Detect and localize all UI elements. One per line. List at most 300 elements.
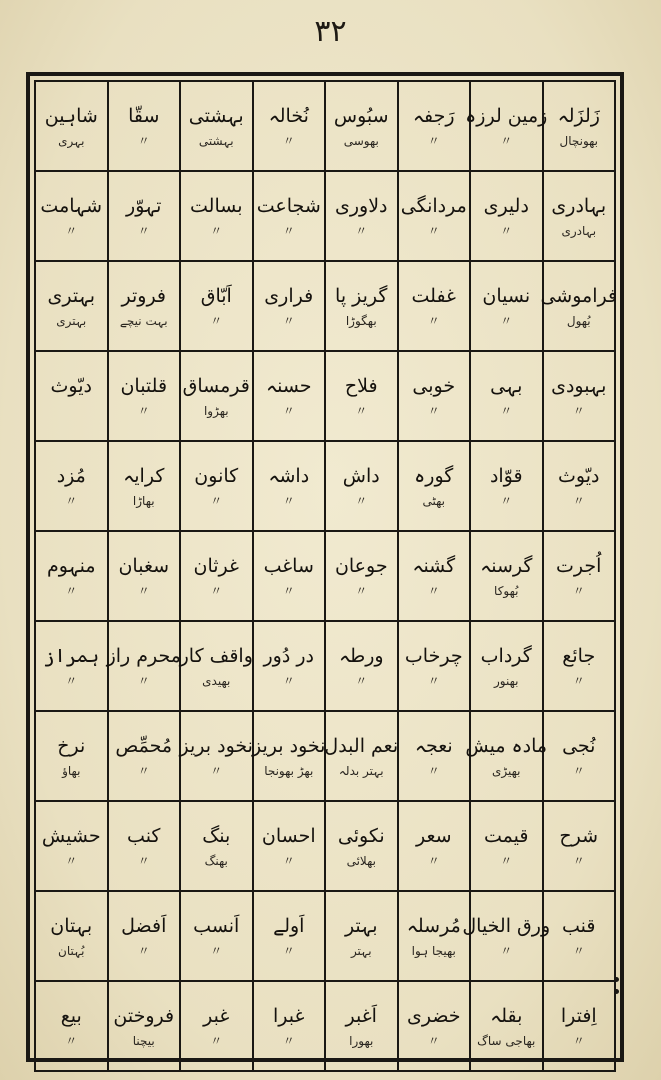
vocab-entry — [179, 624, 253, 708]
vocab-cell — [108, 891, 181, 981]
vocab-word: مُزد — [56, 465, 86, 487]
vocab-gloss: 〃 — [137, 944, 150, 958]
vocab-gloss: بُہتان — [58, 944, 85, 958]
vocab-entry — [256, 264, 323, 348]
vocab-entry — [328, 894, 395, 978]
vocab-entry — [465, 714, 548, 798]
vocab-cell — [325, 261, 398, 351]
vocab-entry — [38, 714, 105, 798]
vocab-gloss: بھورا — [349, 1034, 374, 1048]
table-row — [35, 531, 615, 621]
vocab-entry — [401, 894, 468, 978]
vocab-cell — [325, 981, 398, 1071]
vocab-gloss: 〃 — [282, 494, 295, 508]
vocab-word: شہامت — [40, 195, 103, 217]
vocab-gloss: 〃 — [210, 224, 223, 238]
table-row — [35, 621, 615, 711]
vocab-word: بیع — [60, 1005, 82, 1027]
vocab-cell — [325, 711, 398, 801]
vocab-entry — [328, 984, 395, 1068]
vocab-entry — [546, 444, 613, 528]
vocab-entry — [473, 804, 540, 888]
vocab-entry — [38, 354, 105, 438]
vocab-entry — [183, 804, 250, 888]
page-number: ۳۲ — [314, 14, 347, 49]
vocab-entry — [106, 624, 181, 708]
vocab-entry — [179, 714, 253, 798]
vocab-gloss: 〃 — [355, 584, 368, 598]
vocab-entry — [111, 984, 178, 1068]
vocab-word: گریز پا — [335, 285, 388, 307]
vocab-cell — [35, 801, 108, 891]
vocab-word: بنگ — [202, 825, 231, 847]
vocab-word: اَغبر — [345, 1005, 377, 1027]
vocab-entry — [328, 804, 395, 888]
vocab-entry — [401, 84, 468, 168]
vocab-entry — [401, 354, 468, 438]
vocab-cell — [398, 621, 471, 711]
vocab-word: گرداب — [480, 645, 532, 667]
table-row — [35, 981, 615, 1071]
vocab-gloss: 〃 — [355, 404, 368, 418]
vocab-gloss: 〃 — [210, 494, 223, 508]
vocab-word: غرثان — [193, 555, 239, 577]
vocab-cell — [253, 981, 326, 1071]
vocab-cell — [180, 81, 253, 171]
vocab-cell — [108, 441, 181, 531]
vocab-word: نعجہ — [414, 735, 453, 757]
vocab-word: بہی — [490, 375, 523, 397]
vocab-cell — [180, 441, 253, 531]
vocab-word: شجاعت — [256, 195, 321, 217]
vocab-word: اَولے — [273, 915, 305, 937]
vocab-word: سغبان — [118, 555, 170, 577]
vocab-cell — [180, 351, 253, 441]
vocab-entry — [256, 804, 323, 888]
vocab-gloss: بُھول — [566, 314, 591, 328]
vocab-word: نرخ — [57, 735, 86, 757]
vocab-entry — [473, 264, 540, 348]
vocab-gloss: بھگوڑا — [345, 314, 377, 328]
vocab-word: اَفضل — [121, 915, 167, 937]
vocab-gloss: 〃 — [500, 314, 513, 328]
vocab-word: مادہ میش — [465, 735, 548, 757]
vocab-entry — [328, 534, 395, 618]
vocab-word: قرمساق — [182, 375, 250, 397]
vocab-gloss: 〃 — [427, 404, 440, 418]
table-row — [35, 441, 615, 531]
vocab-gloss: 〃 — [355, 674, 368, 688]
table-row — [35, 261, 615, 351]
vocab-gloss: بہشتی — [198, 134, 234, 148]
vocab-gloss: بھونچال — [559, 134, 599, 148]
vocab-word: گشنہ — [412, 555, 456, 577]
vocab-gloss: 〃 — [210, 944, 223, 958]
vocab-cell — [462, 891, 551, 981]
vocab-entry — [256, 534, 323, 618]
vocab-gloss: 〃 — [282, 674, 295, 688]
vocab-gloss: 〃 — [500, 224, 513, 238]
vocab-word: بہشتی — [188, 105, 244, 127]
vocab-gloss: بہتری — [56, 314, 87, 328]
vocab-cell — [325, 81, 398, 171]
vocab-word: نخود بریز — [252, 735, 326, 757]
vocab-cell — [543, 981, 616, 1071]
vocab-gloss: 〃 — [427, 134, 440, 148]
vocab-cell — [108, 801, 181, 891]
vocab-gloss: بھلائی — [346, 854, 376, 868]
vocab-gloss: بھاؤ — [62, 764, 81, 778]
vocab-word: بہتر — [344, 915, 378, 937]
vocab-cell — [253, 261, 326, 351]
vocab-word: نُخالہ — [268, 105, 309, 127]
vocab-cell — [398, 171, 471, 261]
vocab-entry — [38, 174, 105, 258]
vocab-entry — [328, 354, 395, 438]
vocab-cell — [398, 711, 471, 801]
vocab-word: بہبودی — [551, 375, 607, 397]
vocab-entry — [546, 174, 613, 258]
vocab-entry — [256, 984, 323, 1068]
vocab-gloss: 〃 — [210, 584, 223, 598]
vocab-cell — [253, 81, 326, 171]
vocab-cell — [108, 261, 181, 351]
vocab-cell — [35, 981, 108, 1071]
vocab-entry — [38, 84, 105, 168]
vocab-entry — [38, 984, 105, 1068]
vocab-cell — [325, 351, 398, 441]
vocab-cell — [325, 621, 398, 711]
vocab-cell — [253, 801, 326, 891]
vocab-word: دلاوری — [334, 195, 388, 217]
vocab-gloss: بُھوکا — [494, 584, 519, 598]
vocab-word: دیّوث — [50, 375, 92, 397]
vocab-gloss: بھنگ — [204, 854, 228, 868]
vocab-cell — [398, 891, 471, 981]
vocab-entry — [401, 714, 468, 798]
vocab-word: فراموشی — [540, 285, 618, 307]
vocab-entry — [546, 714, 613, 798]
vocab-word: رَجفہ — [412, 105, 455, 127]
table-row — [35, 711, 615, 801]
vocab-gloss: 〃 — [572, 854, 585, 868]
vocab-gloss: 〃 — [427, 314, 440, 328]
vocab-gloss: 〃 — [137, 404, 150, 418]
vocab-cell — [253, 351, 326, 441]
vocab-gloss: 〃 — [427, 1034, 440, 1048]
vocab-word: مردانگی — [400, 195, 467, 217]
vocab-word: اِفترا — [560, 1005, 597, 1027]
table-row — [35, 891, 615, 981]
vocab-entry — [111, 534, 178, 618]
vocab-word: شرح — [559, 825, 599, 847]
vocab-entry — [546, 804, 613, 888]
vocab-gloss: 〃 — [500, 494, 513, 508]
vocab-entry — [111, 354, 178, 438]
vocab-entry — [401, 804, 468, 888]
vocab-gloss: 〃 — [427, 674, 440, 688]
vocab-cell — [325, 171, 398, 261]
vocab-gloss: بھیجا ہوا — [411, 944, 456, 958]
vocab-gloss: 〃 — [282, 584, 295, 598]
vocab-gloss: بھوسی — [343, 134, 379, 148]
vocab-word: قنب — [562, 915, 596, 937]
vocab-cell — [325, 441, 398, 531]
vocab-cell — [465, 711, 548, 801]
vocab-entry — [328, 174, 395, 258]
vocab-word: دیّوث — [558, 465, 600, 487]
vocab-cell — [543, 531, 616, 621]
vocab-cell — [398, 801, 471, 891]
vocab-entry — [256, 354, 323, 438]
vocab-cell — [543, 81, 616, 171]
vocab-gloss: بھاڑا — [132, 494, 155, 508]
vocab-word: چرخاب — [404, 645, 463, 667]
vocab-entry — [540, 264, 618, 348]
vocab-entry — [183, 84, 250, 168]
vocab-word: فراری — [264, 285, 314, 307]
vocab-entry — [38, 444, 105, 528]
vocab-word: داشہ — [268, 465, 310, 487]
vocab-gloss: 〃 — [65, 674, 78, 688]
vocab-gloss: 〃 — [282, 944, 295, 958]
vocab-gloss: 〃 — [282, 314, 295, 328]
vocab-word: اَنسب — [193, 915, 240, 937]
vocab-entry — [324, 714, 399, 798]
vocab-gloss: 〃 — [427, 584, 440, 598]
vocab-gloss: بیچنا — [132, 1034, 155, 1048]
vocab-cell — [543, 441, 616, 531]
vocab-entry — [256, 84, 323, 168]
vocab-cell — [180, 621, 253, 711]
vocab-entry — [546, 984, 613, 1068]
vocab-entry — [38, 624, 105, 708]
vocab-cell — [108, 171, 181, 261]
vocab-entry — [111, 264, 178, 348]
vocab-cell — [398, 531, 471, 621]
vocab-word: گورہ — [414, 465, 454, 487]
vocab-gloss: 〃 — [572, 944, 585, 958]
vocab-word: خضری — [406, 1005, 461, 1027]
vocab-gloss: 〃 — [65, 224, 78, 238]
vocab-cell — [470, 171, 543, 261]
vocab-cell — [108, 351, 181, 441]
vocab-cell — [253, 891, 326, 981]
vocab-word: مُرسلہ — [406, 915, 461, 937]
vocab-word: سعر — [415, 825, 452, 847]
vocab-word: داش — [342, 465, 380, 487]
vocab-word: دلیری — [483, 195, 529, 217]
margin-dot — [614, 977, 619, 982]
vocab-gloss: 〃 — [427, 854, 440, 868]
vocab-entry — [38, 534, 105, 618]
vocab-entry — [256, 624, 323, 708]
vocab-cell — [470, 621, 543, 711]
vocab-cell — [253, 621, 326, 711]
vocab-gloss: 〃 — [500, 944, 513, 958]
vocab-word: ورطہ — [338, 645, 384, 667]
vocab-cell — [398, 81, 471, 171]
vocab-word: بہتان — [50, 915, 93, 937]
vocab-word: فلاح — [344, 375, 378, 397]
vocab-entry — [546, 84, 613, 168]
vocab-entry — [183, 534, 250, 618]
vocab-gloss: 〃 — [282, 224, 295, 238]
vocab-cell — [35, 81, 108, 171]
vocab-cell — [543, 171, 616, 261]
vocab-cell — [253, 531, 326, 621]
vocab-cell — [180, 891, 253, 981]
vocab-word: قوّاد — [489, 465, 523, 487]
vocab-entry — [183, 354, 250, 438]
table-row — [35, 171, 615, 261]
vocab-gloss: 〃 — [137, 584, 150, 598]
vocab-entry — [183, 174, 250, 258]
vocab-entry — [111, 804, 178, 888]
vocab-word: ہمراز — [43, 645, 100, 667]
vocab-entry — [111, 714, 178, 798]
vocab-gloss: 〃 — [137, 134, 150, 148]
vocab-cell — [35, 171, 108, 261]
vocab-entry — [183, 984, 250, 1068]
vocab-word: مُحمِّص — [115, 735, 173, 757]
vocab-word: بہادری — [551, 195, 607, 217]
vocab-word: واقف کار — [179, 645, 253, 667]
vocab-cell — [470, 801, 543, 891]
vocab-cell — [543, 801, 616, 891]
vocab-entry — [328, 444, 395, 528]
vocab-gloss: 〃 — [427, 224, 440, 238]
vocab-entry — [111, 894, 178, 978]
vocab-cell — [543, 891, 616, 981]
vocab-gloss: 〃 — [65, 854, 78, 868]
vocab-entry — [256, 444, 323, 528]
vocab-gloss: 〃 — [572, 1034, 585, 1048]
vocab-gloss: 〃 — [282, 854, 295, 868]
vocab-gloss: 〃 — [282, 1034, 295, 1048]
vocab-word: اُجرت — [556, 555, 602, 577]
vocab-word: در دُور — [263, 645, 314, 667]
vocab-entry — [183, 894, 250, 978]
vocab-entry — [252, 714, 326, 798]
vocab-entry — [546, 894, 613, 978]
vocab-entry — [401, 534, 468, 618]
vocab-entry — [111, 444, 178, 528]
vocab-word: کانون — [194, 465, 239, 487]
vocab-gloss: بہت نیچے — [119, 314, 168, 328]
vocab-cell — [470, 261, 543, 351]
vocab-word: سبُوس — [333, 105, 389, 127]
vocab-gloss: 〃 — [210, 314, 223, 328]
vocab-cell — [180, 171, 253, 261]
vocab-gloss: بھیدی — [202, 674, 231, 688]
vocab-cell — [325, 801, 398, 891]
vocabulary-table — [34, 80, 616, 1072]
vocab-entry — [462, 894, 551, 978]
vocab-word: غبرا — [273, 1005, 305, 1027]
vocab-cell — [108, 531, 181, 621]
vocab-cell — [253, 711, 326, 801]
vocab-cell — [398, 441, 471, 531]
vocab-gloss: 〃 — [500, 854, 513, 868]
vocab-word: غبر — [203, 1005, 230, 1027]
vocab-entry — [546, 354, 613, 438]
vocab-gloss: بہادری — [561, 224, 597, 238]
vocab-cell — [35, 531, 108, 621]
vocab-entry — [473, 174, 540, 258]
vocab-word: نخود بریز — [179, 735, 253, 757]
vocab-cell — [180, 981, 253, 1071]
vocab-entry — [465, 84, 548, 168]
vocab-entry — [38, 894, 105, 978]
vocab-word: ورق الخیال — [462, 915, 551, 937]
vocab-word: منہوم — [46, 555, 96, 577]
vocab-word: ساغب — [263, 555, 314, 577]
vocab-word: قیمت — [484, 825, 529, 847]
vocab-word: کرایہ — [123, 465, 165, 487]
vocab-gloss: بہری — [58, 134, 85, 148]
vocab-cell — [108, 81, 181, 171]
table-row — [35, 801, 615, 891]
vocab-entry — [183, 264, 250, 348]
vocab-word: نکوئی — [337, 825, 385, 847]
vocab-cell — [180, 531, 253, 621]
vocab-cell — [543, 711, 616, 801]
vocab-gloss: 〃 — [210, 1034, 223, 1048]
vocab-cell — [35, 441, 108, 531]
vocab-cell — [35, 711, 108, 801]
vocab-gloss: بھڑوا — [203, 404, 229, 418]
vocab-gloss: 〃 — [355, 224, 368, 238]
vocab-gloss: 〃 — [137, 224, 150, 238]
vocab-gloss: 〃 — [137, 674, 150, 688]
vocab-word: شاہین — [44, 105, 98, 127]
vocab-entry — [38, 804, 105, 888]
vocab-gloss: 〃 — [65, 584, 78, 598]
vocab-word: گرسنہ — [480, 555, 533, 577]
vocab-entry — [473, 444, 540, 528]
vocab-gloss: 〃 — [572, 674, 585, 688]
vocab-entry — [256, 174, 323, 258]
vocab-word: سقّا — [128, 105, 160, 127]
vocab-cell — [180, 261, 253, 351]
vocab-entry — [546, 534, 613, 618]
vocab-entry — [473, 354, 540, 438]
vocab-word: حشیش — [41, 825, 101, 847]
vocab-word: نُجی — [562, 735, 596, 757]
vocab-entry — [401, 174, 468, 258]
vocab-entry — [111, 84, 178, 168]
vocab-cell — [543, 351, 616, 441]
vocab-gloss: بہتر بدلہ — [338, 764, 384, 778]
vocab-gloss: 〃 — [572, 764, 585, 778]
vocab-cell — [180, 711, 253, 801]
vocab-gloss: 〃 — [282, 404, 295, 418]
vocab-cell — [543, 621, 616, 711]
vocab-cell — [398, 981, 471, 1071]
vocab-entry — [328, 84, 395, 168]
vocab-entry — [401, 624, 468, 708]
vocab-entry — [401, 264, 468, 348]
vocab-gloss: بھنور — [494, 674, 519, 688]
vocab-cell — [325, 891, 398, 981]
vocab-cell — [35, 351, 108, 441]
vocab-word: نعم البدل — [324, 735, 399, 757]
vocab-cell — [325, 531, 398, 621]
vocab-cell — [108, 711, 181, 801]
vocab-entry — [473, 534, 540, 618]
vocab-gloss: 〃 — [572, 494, 585, 508]
